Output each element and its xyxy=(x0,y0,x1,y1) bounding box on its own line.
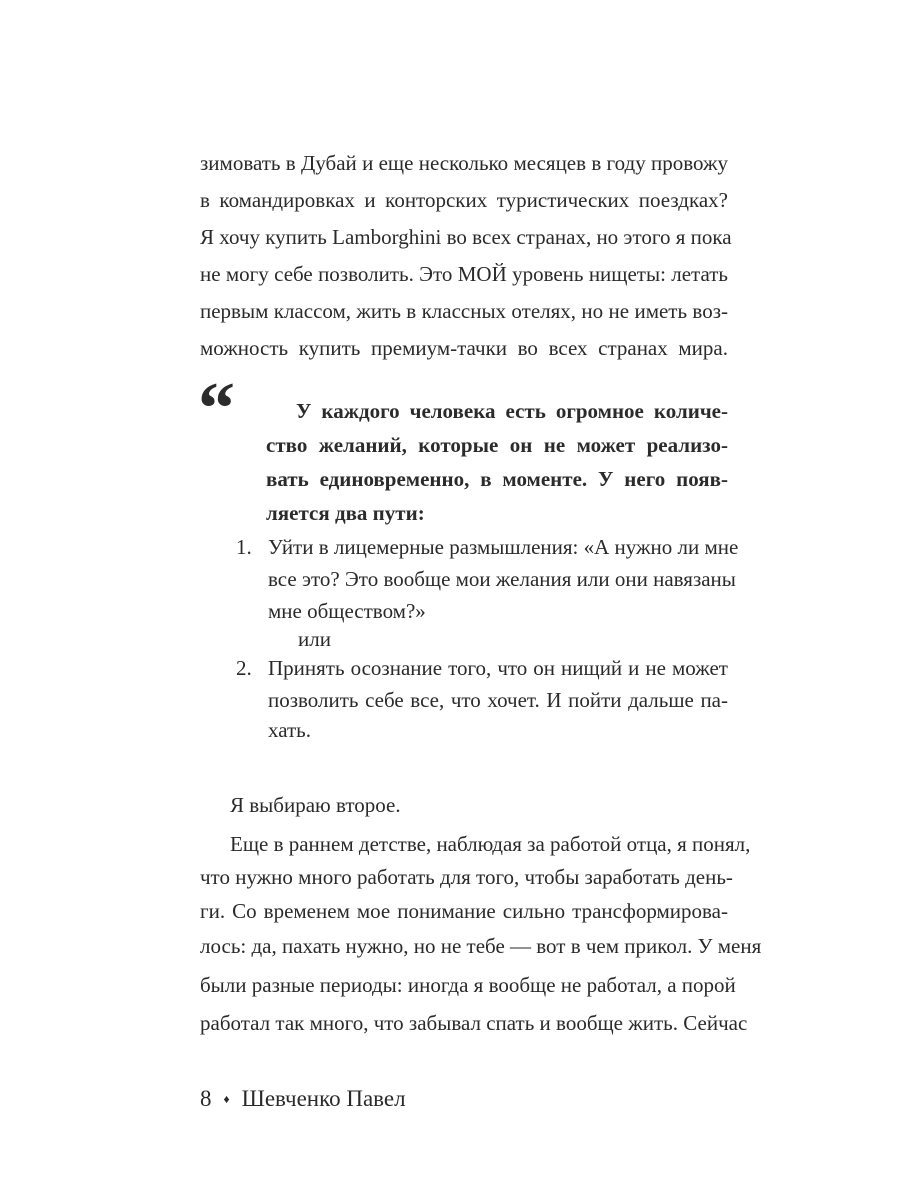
text-line: не могу себе позволить. Это МОЙ уровень нищеты: летать xyxy=(200,262,728,286)
text-line: что нужно много работать для того, чтобы заработать день- xyxy=(200,865,733,889)
text-line: были разные периоды: иногда я вообще не работал, а порой xyxy=(200,973,736,997)
list-item-line: позволить себе все, что хочет. И пойти дальше па- xyxy=(268,688,728,712)
list-number: 1. xyxy=(236,535,252,559)
quote-line: ляется два пути: xyxy=(266,501,425,525)
list-item-line: все это? Это вообще мои желания или они навязаны xyxy=(268,567,736,591)
list-separator: или xyxy=(298,627,331,651)
quote-line: вать единовременно, в моменте. У него появ- xyxy=(266,467,728,491)
quote-line: У каждого человека есть огромное количе- xyxy=(296,399,728,423)
page-footer xyxy=(200,1084,406,1114)
text-line: ги. Со временем мое понимание сильно трансформирова- xyxy=(200,899,728,923)
diamond-separator-icon: ♦ xyxy=(223,1092,230,1106)
text-line: работал так много, что забывал спать и вообще жить. Сейчас xyxy=(200,1011,748,1035)
text-line: первым классом, жить в классных отелях, но не иметь воз- xyxy=(200,299,728,323)
list-item-line: хать. xyxy=(268,718,312,742)
quote-line: ство желаний, которые он не может реализо- xyxy=(266,433,728,457)
list-item-line: Уйти в лицемерные размышления: «А нужно ли мне xyxy=(268,535,739,559)
list-number: 2. xyxy=(236,656,252,680)
text-line: зимовать в Дубай и еще несколько месяцев в году провожу xyxy=(200,151,728,175)
text-line: Я выбираю второе. xyxy=(230,793,401,817)
list-item-line: мне обществом?» xyxy=(268,599,426,623)
quote-mark-icon: “ xyxy=(198,368,235,450)
list-item-line: Принять осознание того, что он нищий и не может xyxy=(268,656,728,680)
text-line: лось: да, пахать нужно, но не тебе — вот в чем прикол. У меня xyxy=(200,934,762,958)
text-line: Еще в раннем детстве, наблюдая за работой отца, я понял, xyxy=(230,832,751,856)
page-number: 8 xyxy=(200,1086,212,1111)
author-name: Шевченко Павел xyxy=(241,1086,406,1111)
text-line: в командировках и конторских туристических поездках? xyxy=(200,188,728,212)
text-line: Я хочу купить Lamborghini во всех странах, но этого я пока xyxy=(200,225,732,249)
text-line: можность купить премиум-тачки во всех странах мира. xyxy=(200,336,728,360)
